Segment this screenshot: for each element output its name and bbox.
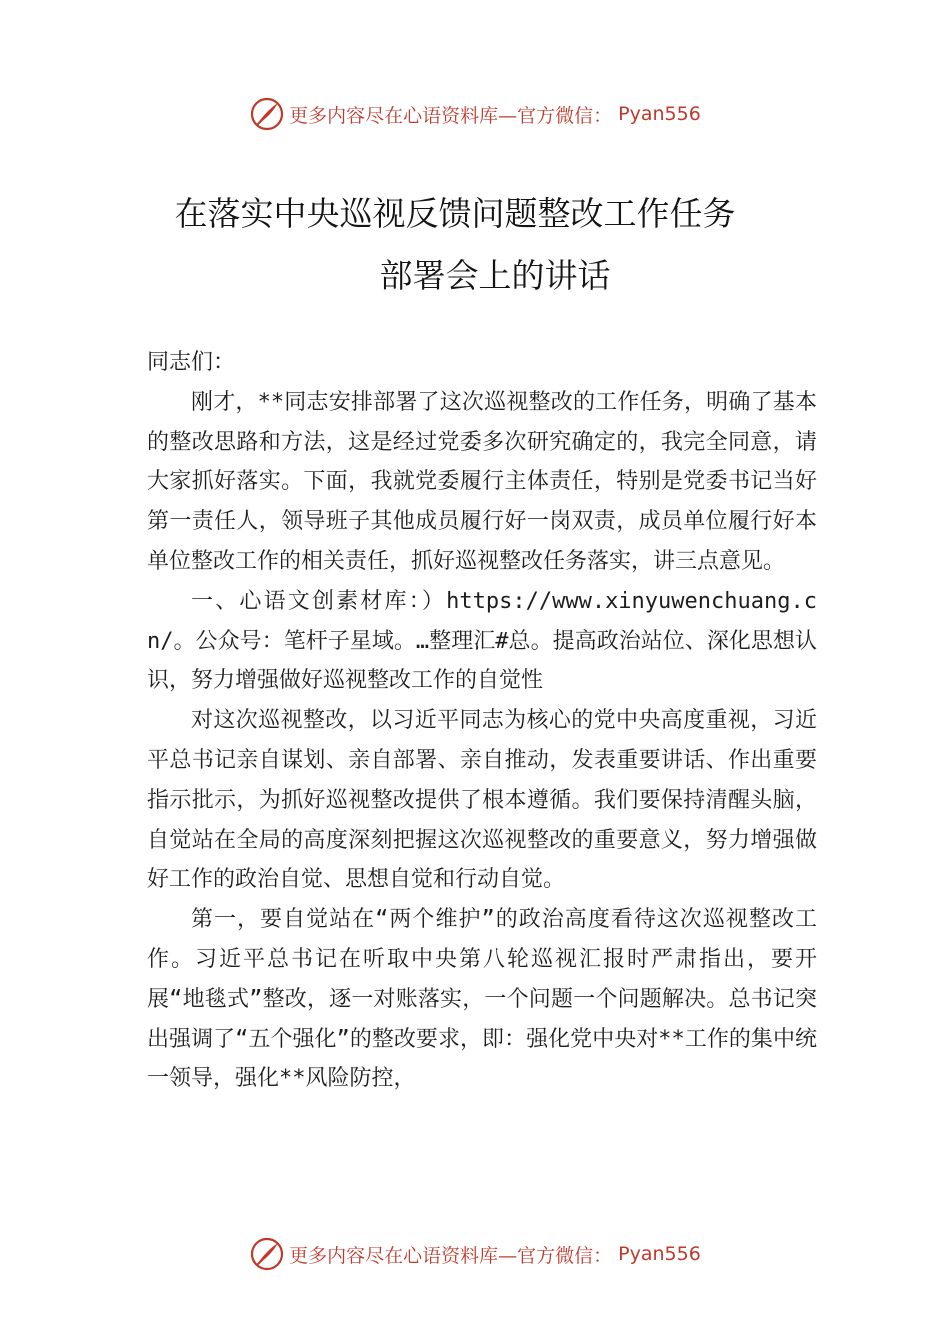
paragraph-2-section-heading: 一、心语文创素材库：）https://www.xinyuwenchuang.cn/。公众号：笔杆子星域。…整理汇#总。提高政治站位、深化思想认识，努力增强做好巡视整改工作的自觉性: [147, 588, 817, 694]
footer-watermark: [0, 1234, 950, 1274]
quill-pen-logo-icon: [249, 96, 285, 132]
watermark-wechat-id: Pyan556: [618, 103, 701, 125]
paragraph-4: 第一，要自觉站在“两个维护”的政治高度看待这次巡视整改工作。习近平总书记在听取中央第八轮巡视汇报时严肃指出，要开展“地毯式”整改，逐一对账落实，一个问题一个问题解决。总书记突出强调了“五个强化”的整改要求，即：强化党中央对**工作的集中统一领导，强化**风险防控，: [147, 907, 817, 1092]
document-body: [147, 343, 817, 1099]
document-title-line-1: 在落实中央巡视反馈问题整改工作任务: [174, 194, 736, 233]
watermark-text: 更多内容尽在心语资料库—官方微信：: [289, 104, 613, 127]
watermark-text: 更多内容尽在心语资料库—官方微信：: [289, 1244, 613, 1267]
quill-pen-logo-icon: [249, 1236, 285, 1272]
paragraph-3: 对这次巡视整改，以习近平同志为核心的党中央高度重视，习近平总书记亲自谋划、亲自部署、亲自推动，发表重要讲话、作出重要指示批示，为抓好巡视整改提供了根本遵循。我们要保持清醒头脑，自觉站在全局的高度深刻把握这次巡视整改的重要意义，努力增强做好工作的政治自觉、思想自觉和行动自觉。: [147, 708, 817, 893]
watermark-wechat-id: Pyan556: [618, 1243, 701, 1265]
paragraph-1: 刚才，**同志安排部署了这次巡视整改的工作任务，明确了基本的整改思路和方法，这是经过党委多次研究确定的，我完全同意，请大家抓好落实。下面，我就党委履行主体责任，特别是党委书记当好第一责任人，领导班子其他成员履行好一岗双责，成员单位履行好本单位整改工作的相关责任，抓好巡视整改任务落实，讲三点意见。: [147, 389, 817, 574]
document-title-line-2: 部署会上的讲话: [379, 256, 611, 295]
greeting: 同志们：: [147, 350, 236, 375]
header-watermark: [0, 94, 950, 134]
